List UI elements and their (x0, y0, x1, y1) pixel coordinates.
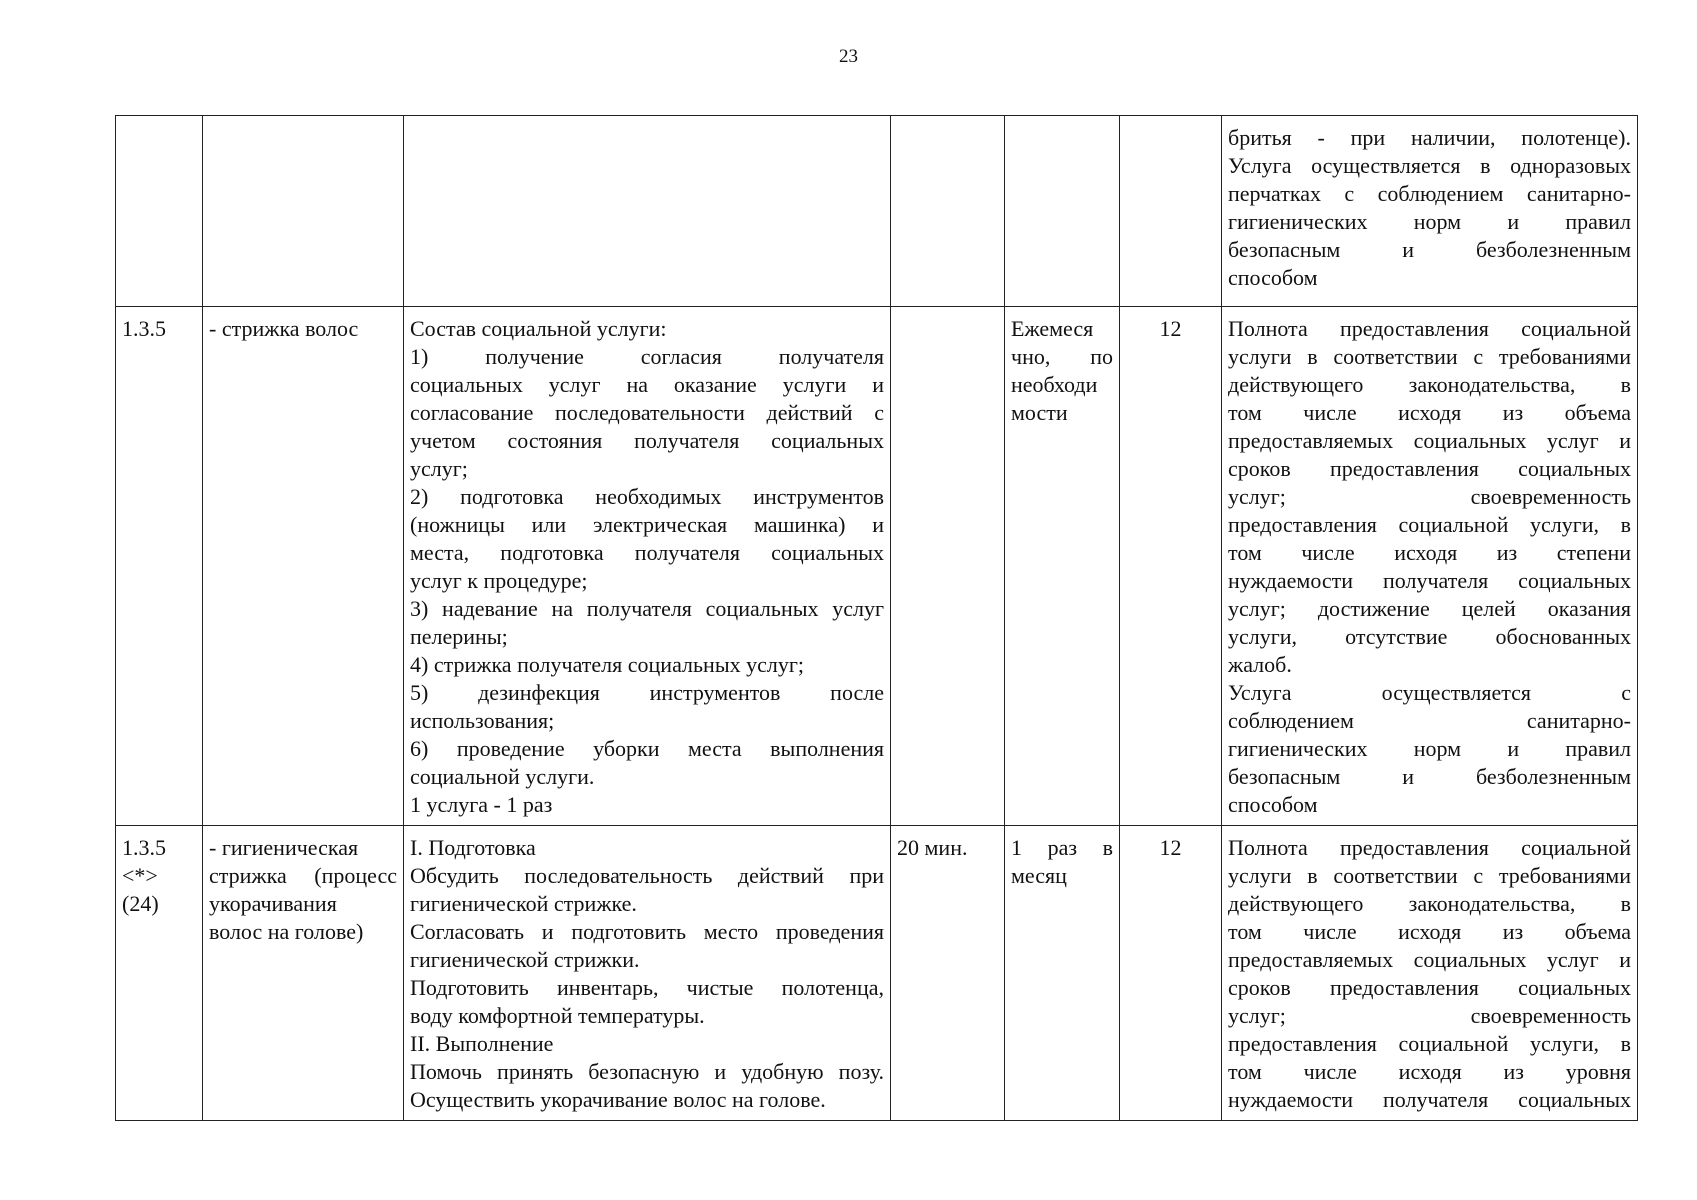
cell-text-line: (24) (122, 891, 159, 916)
cell-text-line: Услуга осуществляется в одноразовых (1228, 153, 1631, 178)
service-name-cell (203, 307, 404, 826)
cell-text-line: 20 мин. (897, 835, 968, 860)
cell-text-line: 3) надевание на получателя социальных услуг (410, 596, 884, 621)
cell-text-line: места, подготовка получателя социальных (410, 540, 884, 565)
service-time-cell (891, 826, 1005, 1121)
cell-text-line: Помочь принять безопасную и удобную позу. (410, 1059, 884, 1084)
cell-text-line: Согласовать и подготовить место проведения (410, 919, 884, 944)
cell-text-line: 6) проведение уборки места выполнения (410, 736, 884, 761)
cell-text-line: бритья - при наличии, полотенце). (1228, 125, 1631, 150)
cell-text-line: соблюдением санитарно- (1228, 708, 1631, 733)
cell-text-line: услуг; своевременность (1228, 1003, 1631, 1028)
cell-text-line: нуждаемости получателя социальных (1228, 568, 1631, 593)
cell-text-line: необходи (1011, 372, 1098, 397)
service-count-cell: 12 (1120, 307, 1222, 826)
cell-text-line: действующего законодательства, в (1228, 372, 1631, 397)
service-name-cell (203, 116, 404, 307)
cell-text-line: услуги в соответствии с требованиями (1228, 863, 1631, 888)
cell-text-line: использования; (410, 708, 555, 733)
cell-text-line: волос на голове) (209, 919, 364, 944)
cell-text-line: услуг; (410, 456, 468, 481)
cell-text-line: способом (1228, 792, 1318, 817)
service-content-cell (404, 307, 891, 826)
service-number-cell (116, 116, 203, 307)
service-period-cell (1005, 116, 1120, 307)
cell-text-line: Полнота предоставления социальной (1228, 316, 1631, 341)
service-number-cell (116, 826, 203, 1121)
cell-text-line: 5) дезинфекция инструментов после (410, 680, 884, 705)
service-count-cell (1120, 116, 1222, 307)
service-quality-cell (1222, 826, 1638, 1121)
cell-text-line: 1) получение согласия получателя (410, 344, 884, 369)
service-number-cell (116, 307, 203, 826)
cell-text-line: мости (1011, 400, 1068, 425)
cell-text-line: <*> (122, 863, 158, 888)
cell-text-line: предоставления социальной услуги, в (1228, 1031, 1631, 1056)
cell-text-line: предоставляемых социальных услуг и (1228, 428, 1631, 453)
cell-text-line: Осуществить укорачивание волос на голове. (410, 1087, 826, 1112)
cell-text-line: услуги в соответствии с требованиями (1228, 344, 1631, 369)
cell-text-line: сроков предоставления социальных (1228, 456, 1631, 481)
cell-text-line: услуги, отсутствие обоснованных (1228, 624, 1631, 649)
cell-text-line: пелерины; (410, 624, 508, 649)
cell-text-line: безопасным и безболезненным (1228, 237, 1631, 262)
cell-text-line: 4) стрижка получателя социальных услуг; (410, 652, 804, 677)
cell-text-line: - стрижка волос (209, 316, 359, 341)
cell-text-line: гигиенических норм и правил (1228, 209, 1631, 234)
service-period-cell (1005, 826, 1120, 1121)
cell-text-line: Обсудить последовательность действий при (410, 863, 884, 888)
cell-text-line: согласование последовательности действий с (410, 400, 884, 425)
cell-text-line: гигиенической стрижки. (410, 947, 640, 972)
service-time-cell (891, 307, 1005, 826)
cell-text-line: способом (1228, 265, 1318, 290)
table-row (116, 307, 1638, 826)
service-quality-cell (1222, 116, 1638, 307)
cell-text-line: том числе исходя из степени (1228, 540, 1631, 565)
page-number: 23 (839, 46, 858, 67)
cell-text-line: (ножницы или электрическая машинка) и (410, 512, 884, 537)
cell-text-line: 1 услуга - 1 раз (410, 792, 553, 817)
cell-text-line: социальных услуг на оказание услуги и (410, 372, 884, 397)
service-time-cell (891, 116, 1005, 307)
service-count-cell: 12 (1120, 826, 1222, 1121)
cell-text-line: Подготовить инвентарь, чистые полотенца, (410, 975, 884, 1000)
cell-text-line: II. Выполнение (410, 1031, 554, 1056)
services-table (115, 115, 1638, 1121)
cell-text-line: социальной услуги. (410, 764, 595, 789)
service-name-cell (203, 826, 404, 1121)
cell-text-line: гигиенических норм и правил (1228, 736, 1631, 761)
cell-text-line: месяц (1011, 863, 1067, 888)
cell-text-line: действующего законодательства, в (1228, 891, 1631, 916)
cell-text-line: - гигиеническая (209, 835, 359, 860)
cell-text-line: сроков предоставления социальных (1228, 975, 1631, 1000)
cell-text-line: Ежемеся (1011, 316, 1094, 341)
cell-text-line: предоставляемых социальных услуг и (1228, 947, 1631, 972)
cell-text-line: стрижка (процесс (209, 863, 397, 888)
cell-text-line: 1.3.5 (122, 835, 166, 860)
cell-text-line: безопасным и безболезненным (1228, 764, 1631, 789)
service-period-cell (1005, 307, 1120, 826)
cell-text-line: Состав социальной услуги: (410, 316, 667, 341)
cell-text-line: нуждаемости получателя социальных (1228, 1087, 1631, 1112)
service-content-cell (404, 826, 891, 1121)
cell-text-line: услуг; своевременность (1228, 484, 1631, 509)
cell-text-line: I. Подготовка (410, 835, 536, 860)
cell-text-line: гигиенической стрижке. (410, 891, 637, 916)
cell-text-line: 1 раз в (1011, 835, 1113, 860)
service-quality-cell (1222, 307, 1638, 826)
service-content-cell (404, 116, 891, 307)
cell-text-line: том числе исходя из объема (1228, 919, 1631, 944)
cell-text-line: учетом состояния получателя социальных (410, 428, 884, 453)
cell-text-line: том числе исходя из объема (1228, 400, 1631, 425)
cell-text-line: услуг к процедуре; (410, 568, 588, 593)
cell-text-line: укорачивания (209, 891, 337, 916)
cell-text-line: Полнота предоставления социальной (1228, 835, 1631, 860)
cell-text-line: 1.3.5 (122, 316, 166, 341)
cell-text-line: перчатках с соблюдением санитарно- (1228, 181, 1631, 206)
cell-text-line: 2) подготовка необходимых инструментов (410, 484, 884, 509)
cell-text-line: Услуга осуществляется с (1228, 680, 1631, 705)
cell-text-line: том числе исходя из уровня (1228, 1059, 1631, 1084)
cell-text-line: жалоб. (1228, 652, 1292, 677)
cell-text-line: воду комфортной температуры. (410, 1003, 705, 1028)
table-row (116, 116, 1638, 307)
cell-text-line: услуг; достижение целей оказания (1228, 596, 1631, 621)
cell-text-line: чно, по (1011, 344, 1113, 369)
cell-text-line: предоставления социальной услуги, в (1228, 512, 1631, 537)
table-row (116, 826, 1638, 1121)
